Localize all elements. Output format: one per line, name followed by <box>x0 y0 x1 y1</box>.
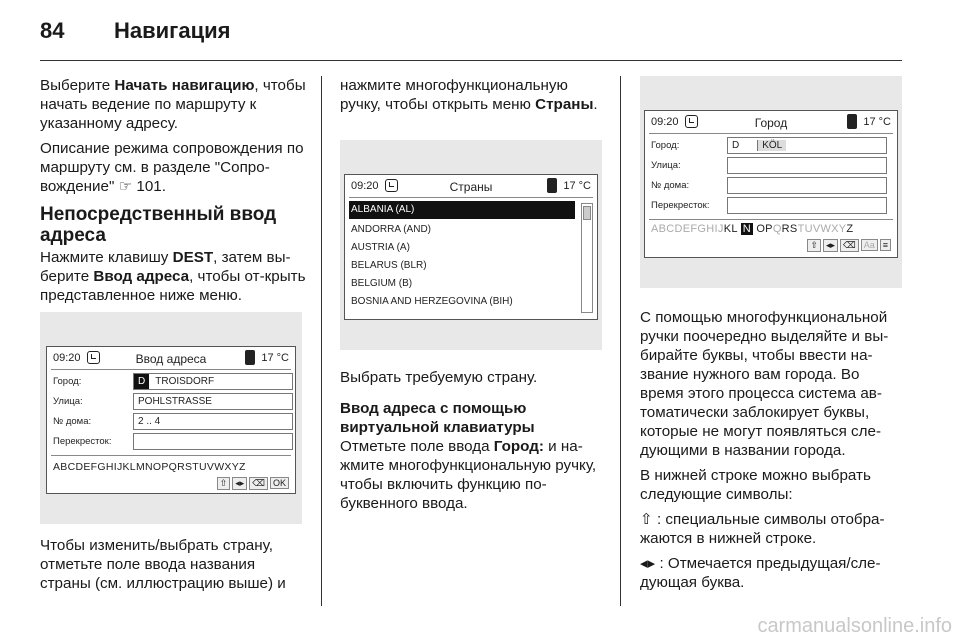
screen-title: Город <box>754 116 788 130</box>
keyboard-controls <box>805 239 891 252</box>
clock-time: 09:20 <box>53 352 81 364</box>
clock-time: 09:20 <box>651 116 679 128</box>
column-divider-1 <box>321 76 322 606</box>
paragraph: Выберите Начать навигацию, чтобы начать ведение по маршруту к указанному адресу. <box>40 77 306 132</box>
field-house-number[interactable]: № дома: 2 .. 4 <box>53 413 289 431</box>
page-number: 84 <box>40 18 65 43</box>
list-item[interactable]: ALBANIA (AL) <box>349 201 575 219</box>
screenshot-address-entry <box>40 312 302 524</box>
paragraph: нажмите многофункциональную ручку, чтобы открыть меню Страны. <box>340 77 598 113</box>
paragraph: Отметьте поле ввода Город: и на-жмите многофункциональную ручку, чтобы включить функцию по-буквенного ввода. <box>340 438 597 512</box>
backspace-icon[interactable]: ⌫ <box>840 239 859 252</box>
temperature: 17 °C <box>261 352 289 364</box>
field-city[interactable]: Город: D TROISDORF <box>53 373 289 391</box>
paragraph: Нажмите клавишу DEST, затем вы-берите Ввод адреса, чтобы от-крыть представленное ниже меню. <box>40 249 306 304</box>
column-2-bottom <box>340 368 608 519</box>
thermometer-icon <box>547 178 557 193</box>
status-bar <box>645 111 897 133</box>
subheading: Непосредственный ввод адреса <box>40 204 277 246</box>
divider <box>649 133 893 134</box>
field-intersection[interactable]: Перекресток: <box>53 433 289 451</box>
selected-key: N <box>742 223 751 235</box>
divider <box>349 197 593 198</box>
shift-icon[interactable]: ⇧ <box>807 239 821 252</box>
temperature: 17 °C <box>563 180 591 192</box>
backspace-icon[interactable]: ⌫ <box>249 477 268 490</box>
thermometer-icon <box>245 350 255 365</box>
subheading: Ввод адреса с помощью виртуальной клавиатуры <box>340 400 535 436</box>
temperature: 17 °C <box>863 116 891 128</box>
display-frame <box>344 174 598 320</box>
status-bar <box>345 175 597 197</box>
list-item[interactable]: BELGIUM (B) <box>351 278 413 289</box>
paragraph: Описание режима сопровождения по маршруту см. в разделе "Сопро-вождение" ☞ 101. <box>40 140 304 195</box>
screenshot-city <box>640 76 902 288</box>
list-item[interactable]: BELARUS (BLR) <box>351 260 427 271</box>
section-title: Навигация <box>114 18 231 43</box>
virtual-keyboard[interactable]: ABCDEFGHIJKLMNOPQRSTUVWXYZ <box>53 461 246 473</box>
arrows-icon[interactable]: ◂▸ <box>232 477 247 490</box>
column-1 <box>40 76 308 311</box>
header-rule <box>40 60 902 61</box>
thermometer-icon <box>847 114 857 129</box>
screen-title: Ввод адреса <box>135 352 207 366</box>
screenshot-countries <box>340 140 602 350</box>
field-city[interactable]: Город: D KÖL <box>651 137 891 155</box>
column-3 <box>640 308 902 598</box>
divider <box>51 455 291 456</box>
keyboard-controls <box>215 477 289 490</box>
paragraph: Чтобы изменить/выбрать страну, отметьте поле ввода названия страны (см. иллюстрацию выше) и <box>40 537 286 592</box>
page-header <box>40 18 900 58</box>
case-toggle-icon[interactable]: Aa <box>861 239 878 251</box>
display-frame <box>46 346 296 494</box>
field-house-number[interactable]: № дома: <box>651 177 891 195</box>
field-street[interactable]: Улица: <box>651 157 891 175</box>
scroll-thumb[interactable] <box>583 206 591 220</box>
divider <box>51 369 291 370</box>
column-2 <box>340 76 608 120</box>
status-bar <box>47 347 295 369</box>
list-item[interactable]: BOSNIA AND HERZEGOVINA (BIH) <box>351 296 513 307</box>
column-1-bottom <box>40 536 308 599</box>
scrollbar[interactable] <box>581 203 593 313</box>
display-frame <box>644 110 898 258</box>
field-street[interactable]: Улица: POHLSTRASSE <box>53 393 289 411</box>
divider <box>649 219 893 220</box>
virtual-keyboard[interactable]: ABCDEFGHIJKL N OPQRSTUVWXYZ <box>651 223 854 235</box>
paragraph: ◂▸ : Отмечается предыдущая/сле-дующая буква. <box>640 555 881 591</box>
ok-button[interactable]: OK <box>270 477 289 489</box>
list-icon[interactable]: ≡ <box>880 239 891 251</box>
arrows-icon[interactable]: ◂▸ <box>823 239 838 252</box>
screen-title: Страны <box>449 180 493 194</box>
field-intersection[interactable]: Перекресток: <box>651 197 891 215</box>
list-item[interactable]: AUSTRIA (A) <box>351 242 410 253</box>
list-item[interactable]: ANDORRA (AND) <box>351 224 432 235</box>
shift-icon[interactable]: ⇧ <box>217 477 231 490</box>
clock-time: 09:20 <box>351 180 379 192</box>
column-divider-2 <box>620 76 621 606</box>
paragraph: Выбрать требуемую страну. <box>340 369 538 386</box>
paragraph: В нижней строке можно выбрать следующие символы: <box>640 467 871 503</box>
paragraph: С помощью многофункциональной ручки поочередно выделяйте и вы-бирайте буквы, чтобы ввести на-звание нужного вам города. Во время этого процесса система ав-томатически заблокирует буквы, которые не могут появляться сле-дующими в названии города. <box>640 309 889 459</box>
watermark: carmanualsonline.info <box>757 615 952 637</box>
paragraph: ⇧ : специальные символы отобра-жаются в нижней строке. <box>640 511 885 547</box>
